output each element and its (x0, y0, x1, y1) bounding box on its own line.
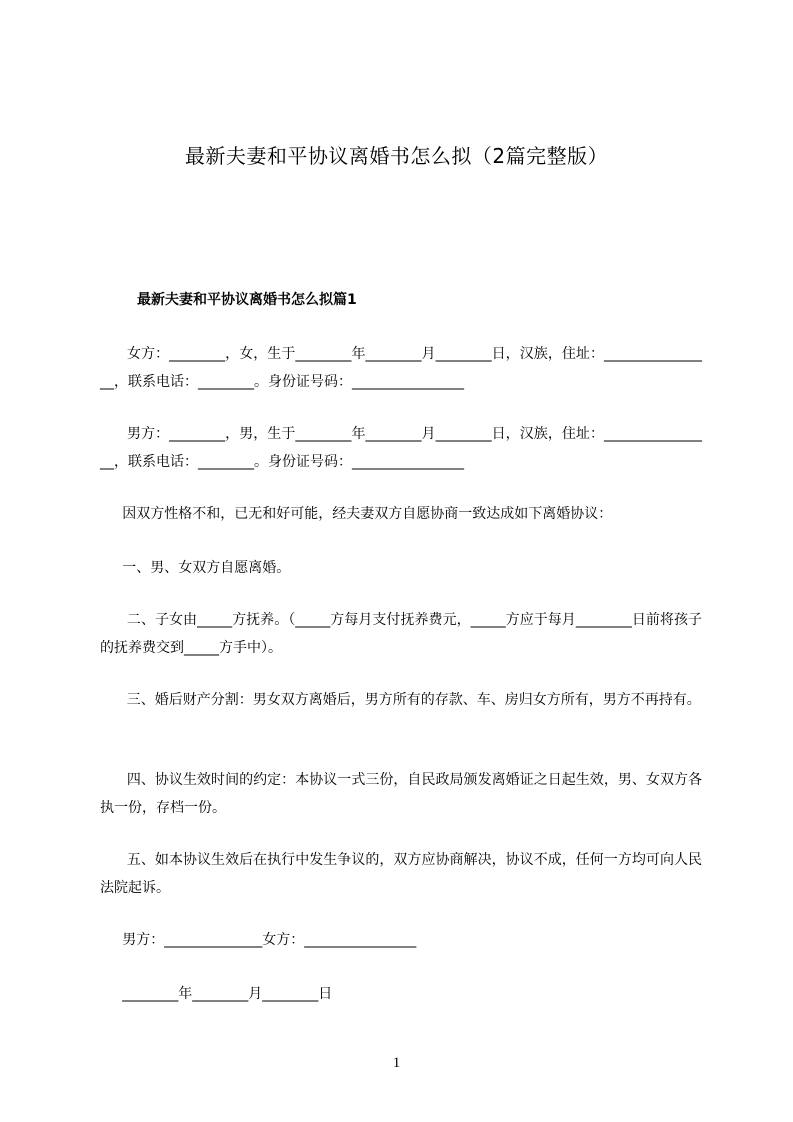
date-line: ________年________月________日 (100, 986, 333, 1002)
agreement-intro: 因双方性格不和，已无和好可能，经夫妻双方自愿协商一致达成如下离婚协议： (100, 506, 613, 522)
signature-line: 男方：______________女方：________________ (100, 932, 417, 948)
party-female-info: 女方：________，女，生于________年________月________日，汉族，住址：________________，联系电话：________。身份证号码：________________ (100, 346, 703, 390)
clause-5-dispute: 五、如本协议生效后在执行中发生争议的，双方应协商解决，协议不成，任何一方均可向人民法院起诉。 (100, 852, 703, 896)
clause-2-custody: 二、子女由_____方抚养。（_____方每月支付抚养费元，_____方应于每月________日前将孩子的抚养费交到_____方手中）。 (100, 612, 703, 656)
clause-4-effective: 四、协议生效时间的约定：本协议一式三份，自民政局颁发离婚证之日起生效，男、女双方各执一份，存档一份。 (100, 772, 703, 816)
party-male-info: 男方：________，男，生于________年________月________日，汉族，住址：________________，联系电话：________。身份证号码：________________ (100, 426, 703, 470)
clause-3-property: 三、婚后财产分割：男女双方离婚后，男方所有的存款、车、房归女方所有，男方不再持有。 (100, 692, 701, 708)
page-number: 1 (392, 1055, 401, 1071)
document-title: 最新夫妻和平协议离婚书怎么拟（2篇完整版） (184, 144, 609, 168)
clause-1: 一、男、女双方自愿离婚。 (100, 560, 291, 576)
section-title: 最新夫妻和平协议离婚书怎么拟篇1 (137, 292, 357, 308)
